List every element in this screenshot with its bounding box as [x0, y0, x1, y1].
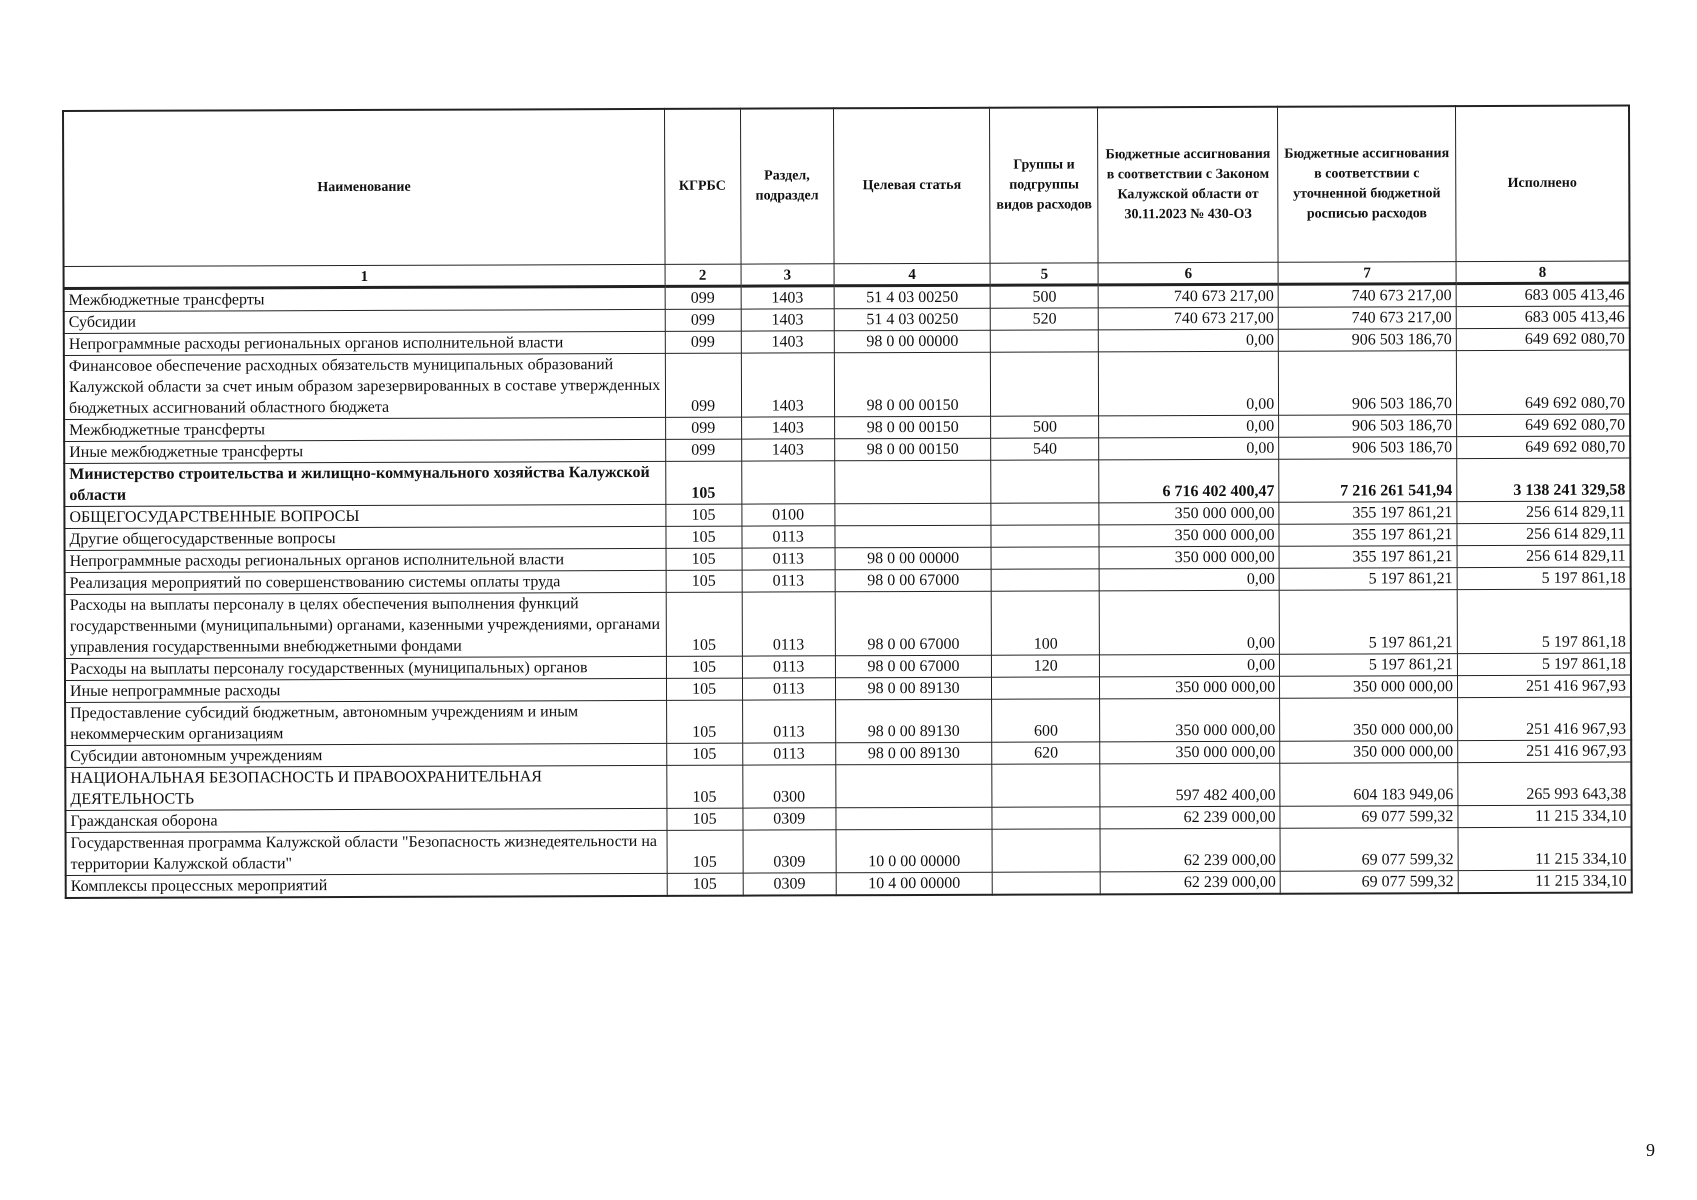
row-expense-type: 500 [990, 285, 1098, 308]
row-name: Гражданская оборона [65, 808, 666, 832]
row-kgrbs: 099 [665, 439, 741, 461]
row-kgrbs: 105 [666, 700, 742, 743]
row-law-allocation: 0,00 [1100, 654, 1280, 677]
table-row [64, 458, 1630, 506]
column-number: 3 [741, 264, 834, 286]
row-executed: 5 197 861,18 [1457, 589, 1631, 654]
row-executed: 3 138 241 329,58 [1457, 458, 1631, 502]
row-razdel: 1403 [741, 439, 834, 461]
row-executed: 11 215 334,10 [1458, 827, 1632, 871]
row-razdel: 0113 [742, 743, 835, 765]
header-zakon: Бюджетные ассигнования в соответствии с Законом Калужской области от 30.11.2023 № 430-ОЗ [1098, 107, 1278, 263]
row-executed: 256 614 829,11 [1457, 523, 1631, 546]
row-razdel: 0113 [742, 570, 835, 592]
row-target-article: 98 0 00 89130 [835, 677, 992, 700]
row-kgrbs: 105 [665, 526, 741, 548]
row-target-article [835, 503, 992, 526]
row-revised-allocation: 355 197 861,21 [1279, 546, 1457, 569]
row-executed: 256 614 829,11 [1457, 501, 1631, 524]
row-name: Другие общегосударственные вопросы [64, 526, 665, 550]
row-target-article: 10 0 00 00000 [836, 829, 993, 873]
row-name: Непрограммные расходы региональных органов исполнительной власти [65, 548, 666, 572]
row-kgrbs: 105 [666, 656, 742, 678]
row-law-allocation: 350 000 000,00 [1100, 741, 1280, 764]
row-target-article [836, 807, 993, 830]
row-target-article: 98 0 00 00000 [835, 547, 992, 570]
row-razdel: 1403 [741, 331, 834, 353]
table-row [66, 870, 1632, 898]
row-executed: 649 692 080,70 [1456, 350, 1630, 415]
row-expense-type [991, 330, 1099, 352]
row-law-allocation: 0,00 [1099, 437, 1279, 460]
row-law-allocation: 350 000 000,00 [1099, 502, 1279, 525]
row-target-article: 98 0 00 89130 [835, 742, 992, 765]
row-revised-allocation: 906 503 186,70 [1279, 415, 1457, 438]
row-law-allocation: 62 239 000,00 [1100, 806, 1280, 829]
row-executed: 251 416 967,93 [1458, 740, 1632, 763]
row-razdel: 1403 [741, 286, 834, 309]
row-expense-type: 120 [992, 655, 1100, 677]
row-law-allocation: 6 716 402 400,47 [1099, 459, 1279, 503]
column-number: 6 [1098, 262, 1278, 285]
table-row [65, 697, 1631, 745]
row-name: НАЦИОНАЛЬНАЯ БЕЗОПАСНОСТЬ И ПРАВООХРАНИТЕЛЬНАЯ ДЕЯТЕЛЬНОСТЬ [65, 765, 666, 810]
row-name: ОБЩЕГОСУДАРСТВЕННЫЕ ВОПРОСЫ [64, 504, 665, 528]
row-law-allocation: 597 482 400,00 [1100, 763, 1280, 807]
row-kgrbs: 105 [666, 570, 742, 592]
row-revised-allocation: 350 000 000,00 [1280, 676, 1458, 699]
row-expense-type [992, 829, 1100, 872]
row-kgrbs: 099 [665, 286, 741, 309]
row-revised-allocation: 355 197 861,21 [1279, 502, 1457, 525]
row-name: Межбюджетные трансферты [64, 417, 665, 441]
row-target-article: 98 0 00 67000 [835, 569, 992, 592]
header-kgrbs: КГРБС [664, 109, 741, 265]
row-razdel: 0113 [742, 656, 835, 678]
header-rospis: Бюджетные ассигнования в соответствии с уточненной бюджетной росписью расходов [1278, 106, 1456, 262]
header-row [63, 106, 1630, 267]
row-target-article: 98 0 00 00150 [834, 416, 991, 439]
row-law-allocation: 350 000 000,00 [1099, 524, 1279, 547]
row-target-article: 98 0 00 67000 [835, 655, 992, 678]
row-expense-type: 520 [991, 308, 1099, 330]
row-target-article: 51 4 03 00250 [834, 308, 991, 331]
row-kgrbs: 099 [665, 309, 741, 331]
row-revised-allocation: 906 503 186,70 [1279, 351, 1457, 416]
row-razdel: 0300 [742, 765, 835, 808]
row-kgrbs: 099 [665, 331, 741, 353]
row-expense-type [991, 352, 1099, 416]
row-expense-type: 500 [991, 416, 1099, 438]
row-revised-allocation: 69 077 599,32 [1280, 871, 1458, 894]
row-executed: 251 416 967,93 [1457, 675, 1631, 698]
row-law-allocation: 0,00 [1099, 329, 1279, 352]
row-razdel [741, 461, 834, 504]
column-number: 8 [1456, 261, 1630, 284]
row-law-allocation: 350 000 000,00 [1100, 676, 1280, 699]
row-executed: 5 197 861,18 [1457, 653, 1631, 676]
row-revised-allocation: 740 673 217,00 [1278, 284, 1456, 308]
row-kgrbs: 105 [667, 873, 743, 896]
row-executed: 683 005 413,46 [1456, 306, 1630, 329]
row-revised-allocation: 7 216 261 541,94 [1279, 459, 1457, 503]
page-number: 9 [1646, 1140, 1655, 1160]
header-cel: Целевая статья [833, 108, 990, 264]
row-razdel: 1403 [741, 353, 834, 417]
column-number: 2 [665, 264, 741, 286]
row-target-article: 98 0 00 00150 [834, 438, 991, 461]
row-razdel: 0309 [743, 808, 836, 830]
row-target-article: 98 0 00 00000 [834, 330, 991, 353]
table-row [65, 589, 1631, 658]
header-ispolneno: Исполнено [1455, 106, 1629, 262]
row-name: Иные межбюджетные трансферты [64, 439, 665, 463]
header-razdel: Раздел, подраздел [740, 108, 834, 264]
row-razdel: 0113 [742, 592, 835, 656]
row-expense-type [991, 460, 1099, 503]
row-expense-type [993, 872, 1101, 895]
row-kgrbs: 105 [666, 808, 742, 830]
row-target-article [835, 525, 992, 548]
row-kgrbs: 105 [667, 830, 743, 873]
row-razdel: 1403 [741, 417, 834, 439]
row-target-article [835, 460, 992, 504]
column-number: 7 [1278, 262, 1456, 285]
row-executed: 11 215 334,10 [1458, 805, 1632, 828]
row-law-allocation: 62 239 000,00 [1100, 871, 1280, 894]
row-name: Государственная программа Калужской области "Безопасность жизнедеятельности на территории Калужской области" [66, 830, 667, 875]
header-vid: Группы и подгруппы видов расходов [990, 107, 1098, 263]
row-law-allocation: 0,00 [1099, 590, 1279, 655]
row-kgrbs: 105 [665, 504, 741, 526]
row-law-allocation: 0,00 [1099, 568, 1279, 591]
table-row [66, 827, 1632, 875]
row-razdel: 1403 [741, 309, 834, 331]
row-expense-type [991, 525, 1099, 547]
row-executed: 11 215 334,10 [1458, 870, 1632, 893]
row-executed: 5 197 861,18 [1457, 567, 1631, 590]
row-expense-type [991, 503, 1099, 525]
row-revised-allocation: 5 197 861,21 [1279, 568, 1457, 591]
row-kgrbs: 099 [665, 353, 741, 417]
row-revised-allocation: 740 673 217,00 [1278, 307, 1456, 330]
row-kgrbs: 105 [666, 678, 742, 700]
column-number: 1 [64, 264, 665, 288]
row-name: Предоставление субсидий бюджетным, автономным учреждениям и иным некоммерческим организациям [65, 700, 666, 745]
row-kgrbs: 105 [666, 592, 742, 656]
row-expense-type [992, 807, 1100, 829]
row-expense-type: 600 [992, 699, 1100, 742]
row-law-allocation: 350 000 000,00 [1099, 546, 1279, 569]
row-razdel: 0100 [742, 504, 835, 526]
table-row [65, 762, 1631, 810]
row-law-allocation: 0,00 [1099, 415, 1279, 438]
row-name: Финансовое обеспечение расходных обязательств муниципальных образований Калужской области за счет иным образом зарезервированных в составе утвержденных бюджетных ассигнований областного бюджета [64, 353, 665, 419]
table-row [64, 350, 1630, 419]
row-revised-allocation: 69 077 599,32 [1280, 828, 1458, 872]
row-name: Министерство строительства и жилищно-коммунального хозяйства Калужской области [64, 461, 665, 506]
row-law-allocation: 0,00 [1099, 351, 1279, 416]
row-expense-type [991, 569, 1099, 591]
row-name: Субсидии автономным учреждениям [65, 743, 666, 767]
row-revised-allocation: 906 503 186,70 [1278, 329, 1456, 352]
row-expense-type [991, 547, 1099, 569]
row-name: Расходы на выплаты персоналу в целях обеспечения выполнения функций государственными (муниципальными) органами, казенными учреждениями, органами управления государственными внебюджетными фондами [65, 592, 666, 658]
row-target-article [836, 764, 993, 808]
row-target-article: 98 0 00 89130 [835, 699, 992, 743]
row-executed: 649 692 080,70 [1456, 414, 1630, 437]
row-revised-allocation: 906 503 186,70 [1279, 437, 1457, 460]
row-name: Непрограммные расходы региональных органов исполнительной власти [64, 331, 665, 355]
row-name: Субсидии [64, 309, 665, 333]
row-razdel: 0113 [742, 678, 835, 700]
row-revised-allocation: 350 000 000,00 [1280, 741, 1458, 764]
row-expense-type [992, 677, 1100, 699]
row-target-article: 98 0 00 00150 [834, 352, 991, 417]
row-law-allocation: 350 000 000,00 [1100, 698, 1280, 742]
row-target-article: 98 0 00 67000 [835, 591, 992, 656]
row-name: Реализация мероприятий по совершенствованию системы оплаты труда [65, 570, 666, 594]
row-executed: 265 993 643,38 [1458, 762, 1632, 806]
row-expense-type: 100 [992, 591, 1100, 655]
column-number: 4 [834, 263, 991, 286]
table-body [64, 283, 1632, 898]
row-kgrbs: 105 [665, 461, 741, 504]
row-razdel: 0113 [742, 526, 835, 548]
row-expense-type [992, 764, 1100, 807]
column-number: 5 [990, 263, 1098, 285]
row-kgrbs: 105 [666, 743, 742, 765]
row-executed: 649 692 080,70 [1457, 436, 1631, 459]
row-revised-allocation: 355 197 861,21 [1279, 524, 1457, 547]
header-name: Наименование [63, 109, 665, 267]
row-razdel: 0113 [742, 548, 835, 570]
row-revised-allocation: 350 000 000,00 [1280, 698, 1458, 742]
row-target-article: 51 4 03 00250 [834, 285, 991, 309]
row-law-allocation: 62 239 000,00 [1100, 828, 1280, 872]
row-law-allocation: 740 673 217,00 [1098, 284, 1278, 308]
row-name: Расходы на выплаты персоналу государственных (муниципальных) органов [65, 656, 666, 680]
row-executed: 649 692 080,70 [1456, 328, 1630, 351]
row-executed: 251 416 967,93 [1457, 697, 1631, 741]
row-razdel: 0113 [742, 700, 835, 743]
row-razdel: 0309 [743, 830, 836, 873]
row-revised-allocation: 5 197 861,21 [1279, 590, 1457, 655]
row-executed: 683 005 413,46 [1456, 283, 1630, 307]
row-revised-allocation: 5 197 861,21 [1280, 654, 1458, 677]
row-law-allocation: 740 673 217,00 [1098, 307, 1278, 330]
row-razdel: 0309 [743, 873, 836, 896]
row-name: Иные непрограммные расходы [65, 678, 666, 702]
row-executed: 256 614 829,11 [1457, 545, 1631, 568]
row-target-article: 10 4 00 00000 [836, 872, 993, 895]
row-kgrbs: 105 [666, 548, 742, 570]
row-revised-allocation: 69 077 599,32 [1280, 806, 1458, 829]
row-expense-type: 540 [991, 438, 1099, 460]
budget-table [62, 105, 1633, 899]
row-name: Комплексы процессных мероприятий [66, 873, 667, 898]
row-kgrbs: 105 [666, 765, 742, 808]
row-expense-type: 620 [992, 742, 1100, 764]
row-kgrbs: 099 [665, 417, 741, 439]
row-name: Межбюджетные трансферты [64, 286, 665, 311]
row-revised-allocation: 604 183 949,06 [1280, 763, 1458, 807]
